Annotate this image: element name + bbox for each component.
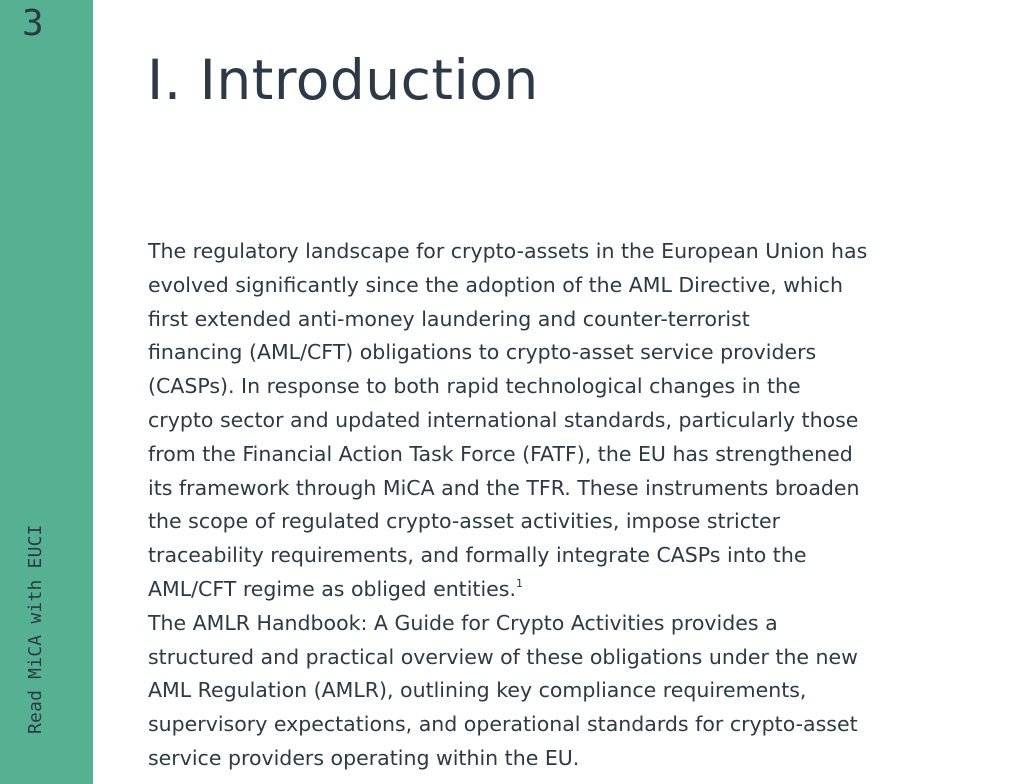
paragraph-intro-2 bbox=[148, 607, 998, 776]
paragraph-line: first extended anti-money laundering and counter-terrorist bbox=[148, 306, 750, 331]
paragraph-line-with-footnote bbox=[148, 573, 998, 607]
paragraph-line: AML Regulation (AMLR), outlining key compliance requirements, bbox=[148, 678, 807, 703]
page-number: 3 bbox=[22, 3, 44, 44]
paragraph-line: (CASPs). In response to both rapid technological changes in the bbox=[148, 374, 801, 399]
paragraph-line: AML/CFT regime as obliged entities. bbox=[148, 576, 516, 601]
paragraph-line: crypto sector and updated international standards, particularly those bbox=[148, 407, 859, 432]
side-label-container bbox=[24, 524, 48, 758]
side-label: Read MiCA with EUCI bbox=[25, 524, 46, 734]
paragraph-line: evolved significantly since the adoption of the AML Directive, which bbox=[148, 272, 843, 297]
paragraph-line: its framework through MiCA and the TFR. These instruments broaden bbox=[148, 475, 860, 500]
paragraph-line: supervisory expectations, and operational standards for crypto-asset bbox=[148, 712, 858, 737]
paragraph-line: the scope of regulated crypto-asset activities, impose stricter bbox=[148, 509, 781, 534]
paragraph-intro-1 bbox=[148, 235, 998, 607]
body-text bbox=[148, 235, 998, 776]
paragraph-line: structured and practical overview of these obligations under the new bbox=[148, 644, 858, 669]
paragraph-line: The regulatory landscape for crypto-assets in the European Union has bbox=[148, 239, 868, 263]
paragraph-line: The AMLR Handbook: A Guide for Crypto Activities provides a bbox=[148, 610, 778, 635]
footnote-reference[interactable]: 1 bbox=[515, 576, 523, 590]
sidebar bbox=[0, 0, 93, 784]
page-title: I. Introduction bbox=[147, 48, 539, 112]
paragraph-line: financing (AML/CFT) obligations to crypto-asset service providers bbox=[148, 340, 817, 365]
paragraph-line: traceability requirements, and formally integrate CASPs into the bbox=[148, 543, 807, 568]
paragraph-line: from the Financial Action Task Force (FATF), the EU has strengthened bbox=[148, 441, 853, 466]
paragraph-line: service providers operating within the EU. bbox=[148, 745, 580, 770]
